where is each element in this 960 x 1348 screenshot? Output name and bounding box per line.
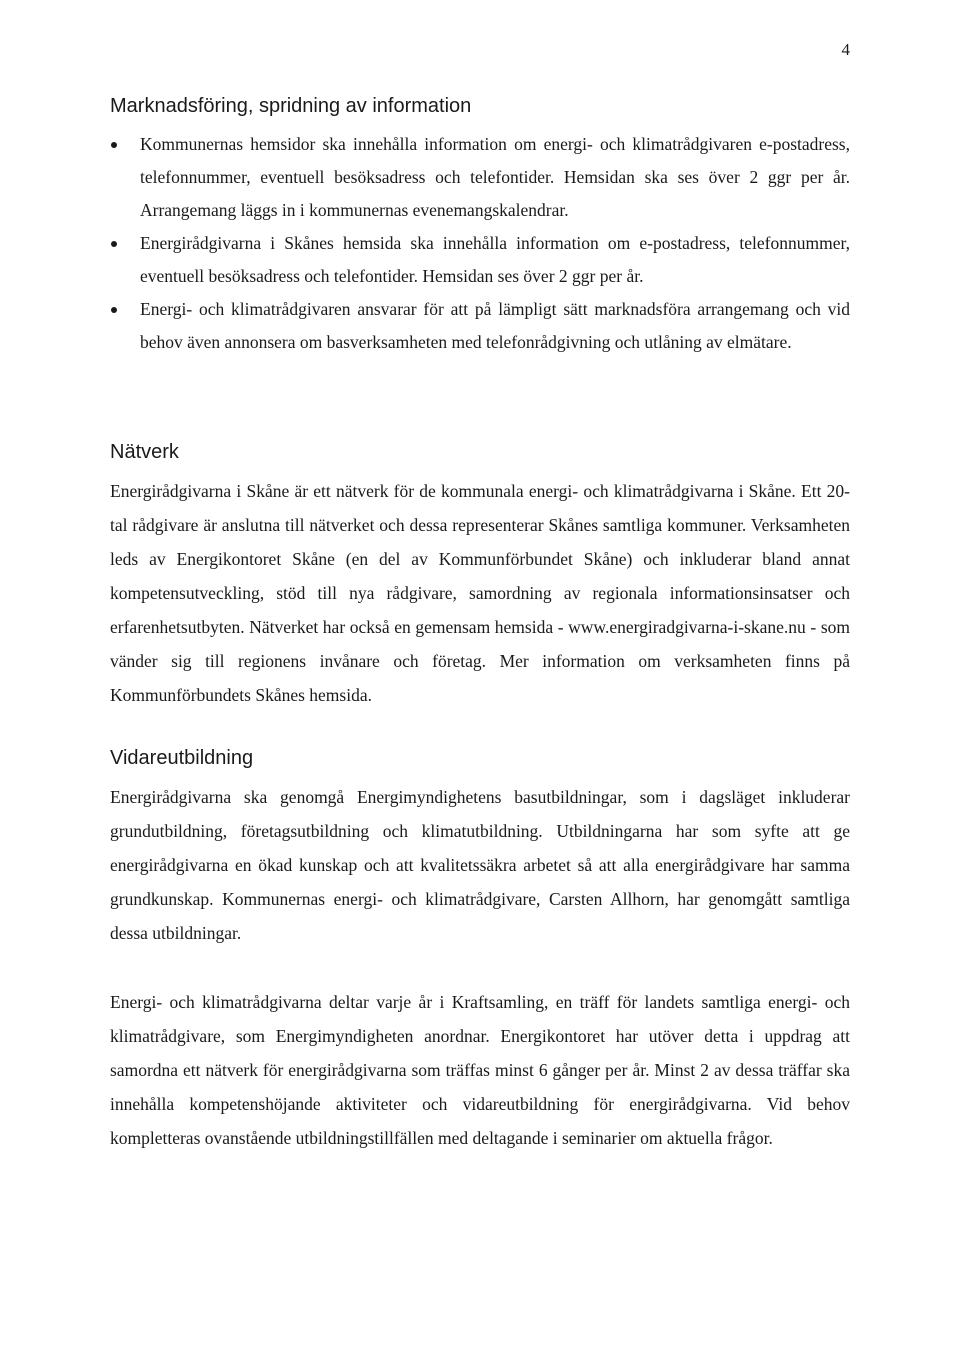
bullet-item	[110, 128, 850, 227]
bullet-text: Kommunernas hemsidor ska innehålla information om energi- och klimatrådgivaren e-postadress, telefonnummer, eventuell besöksadress och telefontider. Hemsidan ska ses över 2 ggr per år. Arrangemang läggs in i kommunernas evenemangskalendrar.	[140, 134, 850, 220]
marketing-bullet-list	[110, 128, 850, 359]
training-paragraph-1: Energirådgivarna ska genomgå Energimyndighetens basutbildningar, som i dagsläget inkluderar grundutbildning, företagsutbildning och klimatutbildning. Utbildningarna har som syfte att ge energirådgivarna en ökad kunskap och att kvalitetssäkra arbetet så att alla energirådgivare har samma grundkunskap. Kommunernas energi- och klimatrådgivare, Carsten Allhorn, har genomgått samtliga dessa utbildningar.	[110, 787, 850, 943]
bullet-item	[110, 227, 850, 293]
bullet-dot-icon	[111, 307, 117, 313]
bullet-text: Energi- och klimatrådgivaren ansvarar för att på lämpligt sätt marknadsföra arrangemang och vid behov även annonsera om basverksamheten med telefonrådgivning och utlåning av elmätare.	[140, 299, 850, 352]
section-heading-training: Vidareutbildning	[110, 747, 254, 769]
bullet-text: Energirådgivarna i Skånes hemsida ska innehålla information om e-postadress, telefonnummer, eventuell besöksadress och telefontider. Hemsidan ses över 2 ggr per år.	[140, 233, 850, 286]
bullet-dot-icon	[111, 142, 117, 148]
section-heading-marketing: Marknadsföring, spridning av information	[110, 95, 472, 117]
bullet-dot-icon	[111, 241, 117, 247]
section-heading-network: Nätverk	[110, 441, 179, 463]
training-paragraph-2: Energi- och klimatrådgivarna deltar varje år i Kraftsamling, en träff för landets samtliga energi- och klimatrådgivare, som Energimyndigheten anordnar. Energikontoret har utöver detta i uppdrag att samordna ett nätverk för energirådgivarna som träffas minst 6 gånger per år. Minst 2 av dessa träffar ska innehålla kompetenshöjande aktiviteter och vidareutbildning för energirådgivarna. Vid behov kompletteras ovanstående utbildningstillfällen med deltagande i seminarier om aktuella frågor.	[110, 992, 850, 1148]
page-number: 4	[841, 40, 850, 59]
network-paragraph: Energirådgivarna i Skåne är ett nätverk för de kommunala energi- och klimatrådgivarna i Skåne. Ett 20-tal rådgivare är anslutna till nätverket och dessa representerar Skånes samtliga kommuner. Verksamheten leds av Energikontoret Skåne (en del av Kommunförbundet Skåne) och inkluderar bland annat kompetensutveckling, stöd till nya rådgivare, samordning av regionala informationsinsatser och erfarenhetsutbyten. Nätverket har också en gemensam hemsida - www.energiradgivarna-i-skane.nu - som vänder sig till regionens invånare och företag. Mer information om verksamheten finns på Kommunförbundets Skånes hemsida.	[110, 481, 850, 705]
bullet-item	[110, 293, 850, 359]
